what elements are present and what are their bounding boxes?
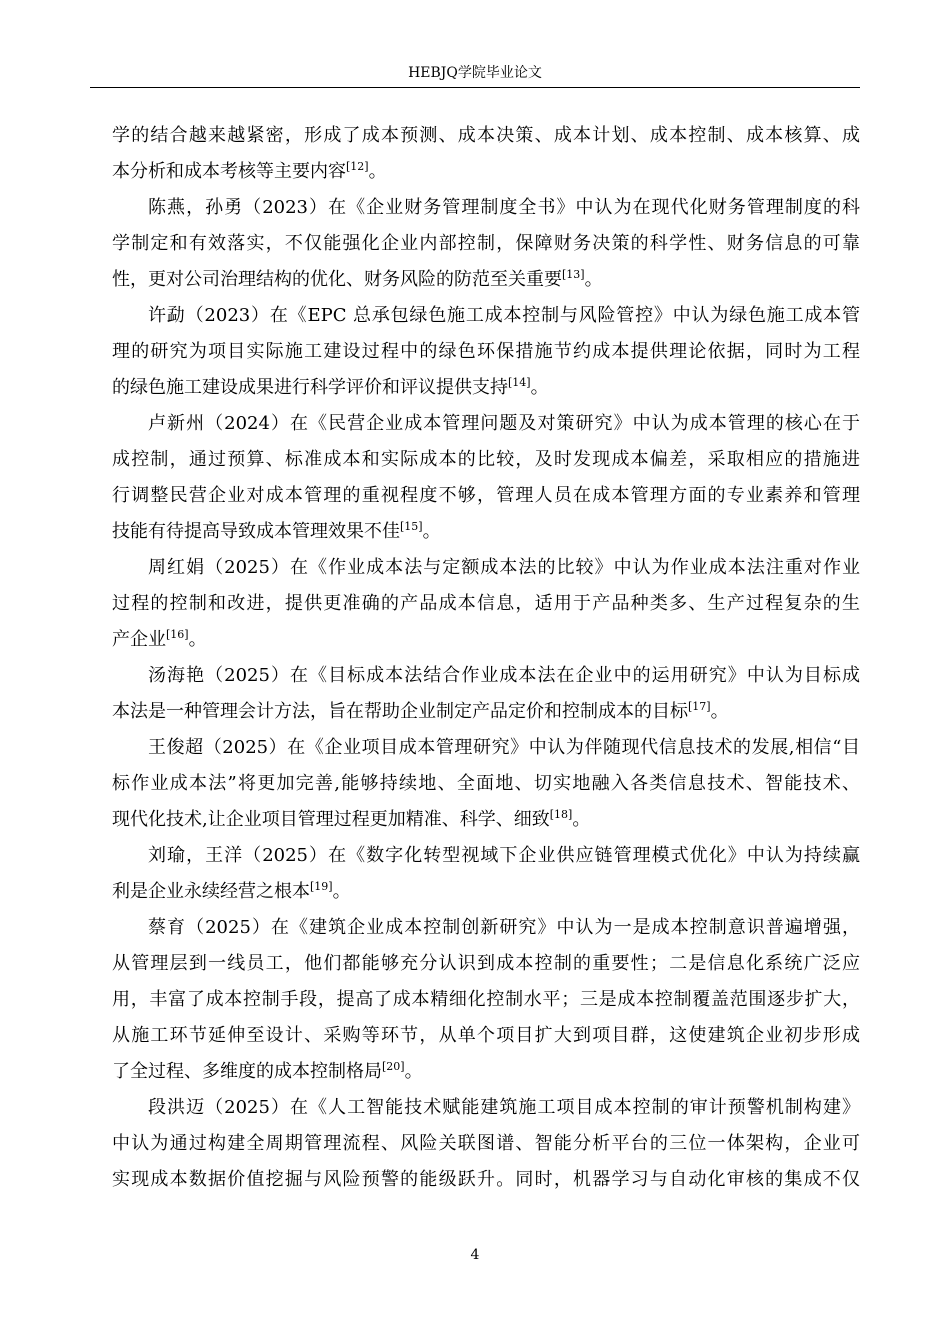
line-text: 实现成本数据价值挖掘与风险预警的能级跃升。同时，机器学习与自动化审核的集成不仅: [112, 1169, 860, 1190]
text-line: [112, 946, 860, 982]
text-line: [112, 550, 860, 586]
line-text: 中认为通过构建全周期管理流程、风险关联图谱、智能分析平台的三位一体架构，企业可: [112, 1133, 860, 1154]
line-tail: 。: [530, 377, 549, 398]
line-text: 了全过程、多维度的成本控制格局: [112, 1061, 382, 1082]
text-line: [112, 406, 860, 442]
paragraph: [112, 658, 860, 730]
line-text: 卢新州（2024）在《民营企业成本管理问题及对策研究》中认为成本管理的核心在于: [148, 413, 860, 434]
text-line: [112, 658, 860, 694]
text-line: [112, 1090, 860, 1126]
paragraph: [112, 406, 860, 550]
line-text: 现代化技术,让企业项目管理过程更加精准、科学、细致: [112, 809, 550, 830]
line-text: 从施工环节延伸至设计、采购等环节，从单个项目扩大到项目群，这使建筑企业初步形成: [112, 1025, 860, 1046]
text-line: [112, 478, 860, 514]
line-text: 标作业成本法”将更加完善,能够持续地、全面地、切实地融入各类信息技术、智能技术、: [112, 773, 860, 794]
paragraph: [112, 910, 860, 1090]
text-line: [112, 298, 860, 334]
text-line: [112, 370, 860, 406]
text-line: [112, 262, 860, 298]
line-tail: 。: [368, 161, 387, 182]
line-text: 利是企业永续经营之根本: [112, 881, 310, 902]
text-line: [112, 154, 860, 190]
line-tail: 。: [404, 1061, 423, 1082]
line-text: 用，丰富了成本控制手段，提高了成本精细化控制水平；三是成本控制覆盖范围逐步扩大，: [112, 989, 860, 1010]
text-line: [112, 874, 860, 910]
line-text: 周红娟（2025）在《作业成本法与定额成本法的比较》中认为作业成本法注重对作业: [148, 557, 860, 578]
running-header: HEBJQ学院毕业论文: [408, 65, 542, 81]
paragraph: [112, 550, 860, 658]
text-line: [112, 1018, 860, 1054]
text-line: [112, 1054, 860, 1090]
text-line: [112, 802, 860, 838]
header-rule: [90, 87, 860, 88]
page-number: 4: [470, 1247, 480, 1263]
line-text: 学制定和有效落实，不仅能强化企业内部控制，保障财务决策的科学性、财务信息的可靠: [112, 233, 860, 254]
line-tail: 。: [332, 881, 351, 902]
text-line: [112, 334, 860, 370]
paragraph: [112, 730, 860, 838]
line-text: 蔡育（2025）在《建筑企业成本控制创新研究》中认为一是成本控制意识普遍增强，: [148, 917, 860, 938]
text-line: [112, 118, 860, 154]
text-line: [112, 730, 860, 766]
line-text: 技能有待提高导致成本管理效果不佳: [112, 521, 400, 542]
line-text: 学的结合越来越紧密，形成了成本预测、成本决策、成本计划、成本控制、成本核算、成: [112, 125, 860, 146]
line-text: 过程的控制和改进，提供更准确的产品成本信息，适用于产品种类多、生产过程复杂的生: [112, 593, 860, 614]
line-text: 本法是一种管理会计方法，旨在帮助企业制定产品定价和控制成本的目标: [112, 701, 688, 722]
paragraph: [112, 190, 860, 298]
text-line: [112, 586, 860, 622]
text-line: [112, 694, 860, 730]
text-line: [112, 982, 860, 1018]
line-text: 汤海艳（2025）在《目标成本法结合作业成本法在企业中的运用研究》中认为目标成: [148, 665, 860, 686]
body-text: [112, 118, 860, 1198]
line-text: 陈燕，孙勇（2023）在《企业财务管理制度全书》中认为在现代化财务管理制度的科: [148, 197, 860, 218]
paragraph: [112, 1090, 860, 1198]
text-line: [112, 442, 860, 478]
line-text: 行调整民营企业对成本管理的重视程度不够，管理人员在成本管理方面的专业素养和管理: [112, 485, 860, 506]
line-tail: 。: [422, 521, 441, 542]
line-tail: 。: [572, 809, 591, 830]
citation-marker: [16]: [166, 628, 189, 641]
line-text: 本分析和成本考核等主要内容: [112, 161, 346, 182]
citation-marker: [15]: [400, 520, 423, 533]
line-text: 产企业: [112, 629, 166, 650]
text-line: [112, 190, 860, 226]
line-text: 王俊超（2025）在《企业项目成本管理研究》中认为伴随现代信息技术的发展,相信“目: [148, 737, 860, 758]
text-line: [112, 622, 860, 658]
text-line: [112, 1126, 860, 1162]
text-line: [112, 1162, 860, 1198]
text-line: [112, 838, 860, 874]
line-text: 段洪迈（2025）在《人工智能技术赋能建筑施工项目成本控制的审计预警机制构建》: [148, 1097, 860, 1118]
line-text: 刘瑜，王洋（2025）在《数字化转型视域下企业供应链管理模式优化》中认为持续赢: [148, 845, 860, 866]
paragraph: [112, 838, 860, 910]
line-text: 的绿色施工建设成果进行科学评价和评议提供支持: [112, 377, 508, 398]
line-text: 许勐（2023）在《EPC 总承包绿色施工成本控制与风险管控》中认为绿色施工成本管: [148, 305, 860, 326]
text-line: [112, 910, 860, 946]
line-tail: 。: [188, 629, 207, 650]
line-text: 从管理层到一线员工，他们都能够充分认识到成本控制的重要性；二是信息化系统广泛应: [112, 953, 860, 974]
paragraph: [112, 298, 860, 406]
citation-marker: [19]: [310, 880, 333, 893]
line-tail: 。: [710, 701, 729, 722]
line-text: 性，更对公司治理结构的优化、财务风险的防范至关重要: [112, 269, 562, 290]
line-text: 成控制，通过预算、标准成本和实际成本的比较，及时发现成本偏差，采取相应的措施进: [112, 449, 860, 470]
paragraph: [112, 118, 860, 190]
citation-marker: [12]: [346, 160, 369, 173]
text-line: [112, 766, 860, 802]
citation-marker: [18]: [549, 808, 573, 821]
citation-marker: [13]: [562, 268, 585, 281]
citation-marker: [20]: [382, 1060, 405, 1073]
text-line: [112, 514, 860, 550]
text-line: [112, 226, 860, 262]
citation-marker: [17]: [688, 700, 711, 713]
line-tail: 。: [584, 269, 603, 290]
line-text: 理的研究为项目实际施工建设过程中的绿色环保措施节约成本提供理论依据，同时为工程: [112, 341, 860, 362]
citation-marker: [14]: [508, 376, 531, 389]
